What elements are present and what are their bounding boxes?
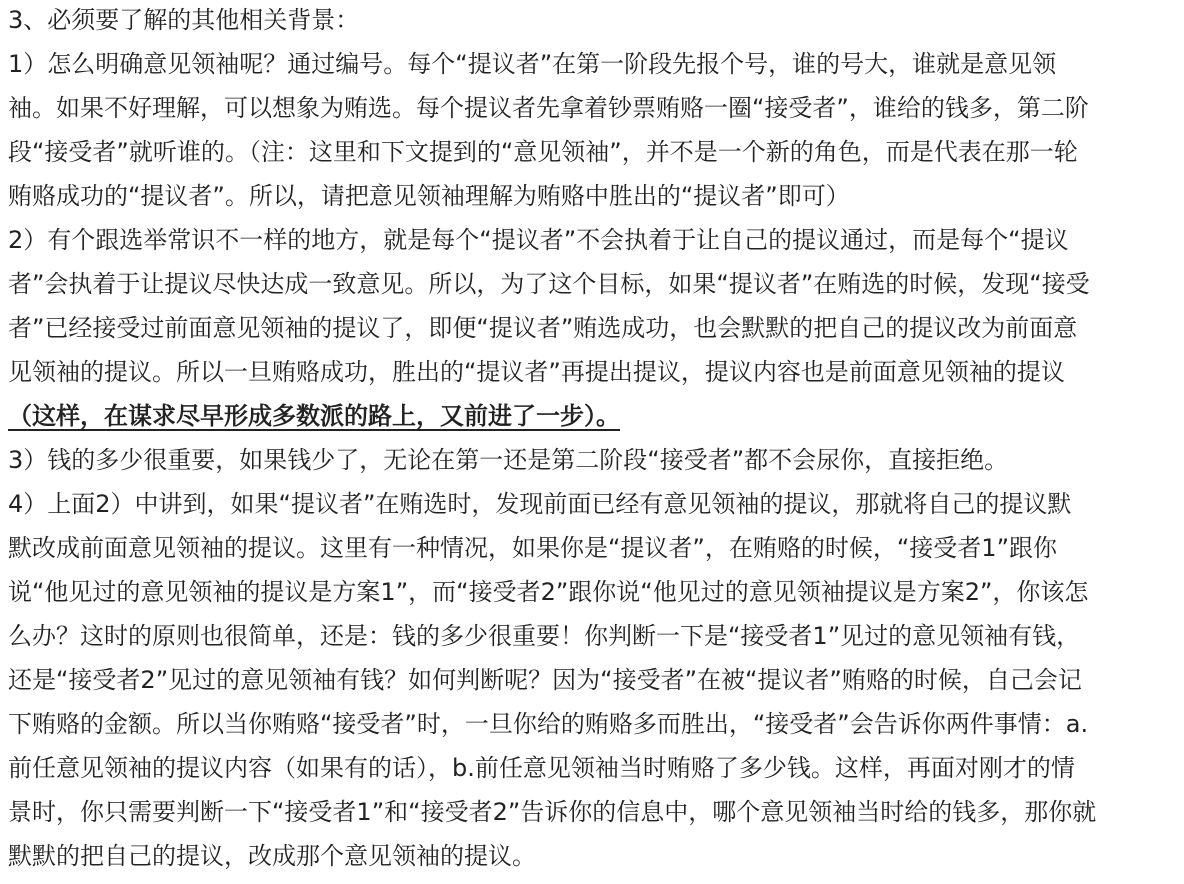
text-line: 3）钱的多少很重要，如果钱少了，无论在第一还是第二阶段“接受者”都不会尿你，直接拒绝。 <box>8 446 1009 474</box>
text-line: 2）有个跟选举常识不一样的地方，就是每个“提议者”不会执着于让自己的提议通过，而是每个“提议 <box>8 226 1069 254</box>
text-line: 1）怎么明确意见领袖呢？通过编号。每个“提议者”在第一阶段先报个号，谁的号大，谁就是意见领 <box>8 50 1057 78</box>
text-line: 前任意见领袖的提议内容（如果有的话），b.前任意见领袖当时贿赂了多少钱。这样，再面对刚才的情 <box>8 754 1075 782</box>
text-line: 还是“接受者2”见过的意见领袖有钱？如何判断呢？因为“接受者”在被“提议者”贿赂的时候，自己会记 <box>8 666 1082 694</box>
heading-background: 3、必须要了解的其他相关背景： <box>8 6 360 34</box>
text-line: 者”已经接受过前面意见领袖的提议了，即便“提议者”贿选成功，也会默默的把自己的提议改为前面意 <box>8 314 1078 342</box>
text-line: 4）上面2）中讲到，如果“提议者”在贿选时，发现前面已经有意见领袖的提议，那就将自己的提议默 <box>8 490 1072 518</box>
text-line: 贿赂成功的“提议者”。所以，请把意见领袖理解为贿赂中胜出的“提议者”即可） <box>8 182 850 210</box>
text-line: 默默的把自己的提议，改成那个意见领袖的提议。 <box>8 842 536 870</box>
text-line: 袖。如果不好理解，可以想象为贿选。每个提议者先拿着钞票贿赂一圈“接受者”，谁给的钱多，第二阶 <box>8 94 1089 122</box>
text-line: 下贿赂的金额。所以当你贿赂“接受者”时，一旦你给的贿赂多而胜出，“接受者”会告诉你两件事情：a. <box>8 710 1089 738</box>
text-line: 说“他见过的意见领袖的提议是方案1”，而“接受者2”跟你说“他见过的意见领袖提议是方案2”，你该怎 <box>8 578 1089 606</box>
text-line: 么办？这时的原则也很简单，还是：钱的多少很重要！你判断一下是“接受者1”见过的意见领袖有钱， <box>8 622 1081 650</box>
text-line: 者”会执着于让提议尽快达成一致意见。所以，为了这个目标，如果“提议者”在贿选的时候，发现“接受 <box>8 270 1090 298</box>
text-line: 景时，你只需要判断一下“接受者1”和“接受者2”告诉你的信息中，哪个意见领袖当时给的钱多，那你就 <box>8 798 1097 826</box>
text-line: 见领袖的提议。所以一旦贿赂成功，胜出的“提议者”再提出提议，提议内容也是前面意见领袖的提议 <box>8 358 1065 386</box>
text-line: 默改成前面意见领袖的提议。这里有一种情况，如果你是“提议者”，在贿赂的时候，“接受者1”跟你 <box>8 534 1058 562</box>
emphasized-line: （这样，在谋求尽早形成多数派的路上，又前进了一步）。 <box>8 402 620 430</box>
text-line: 段“接受者”就听谁的。（注：这里和下文提到的“意见领袖”，并不是一个新的角色，而是代表在那一轮 <box>8 138 1078 166</box>
